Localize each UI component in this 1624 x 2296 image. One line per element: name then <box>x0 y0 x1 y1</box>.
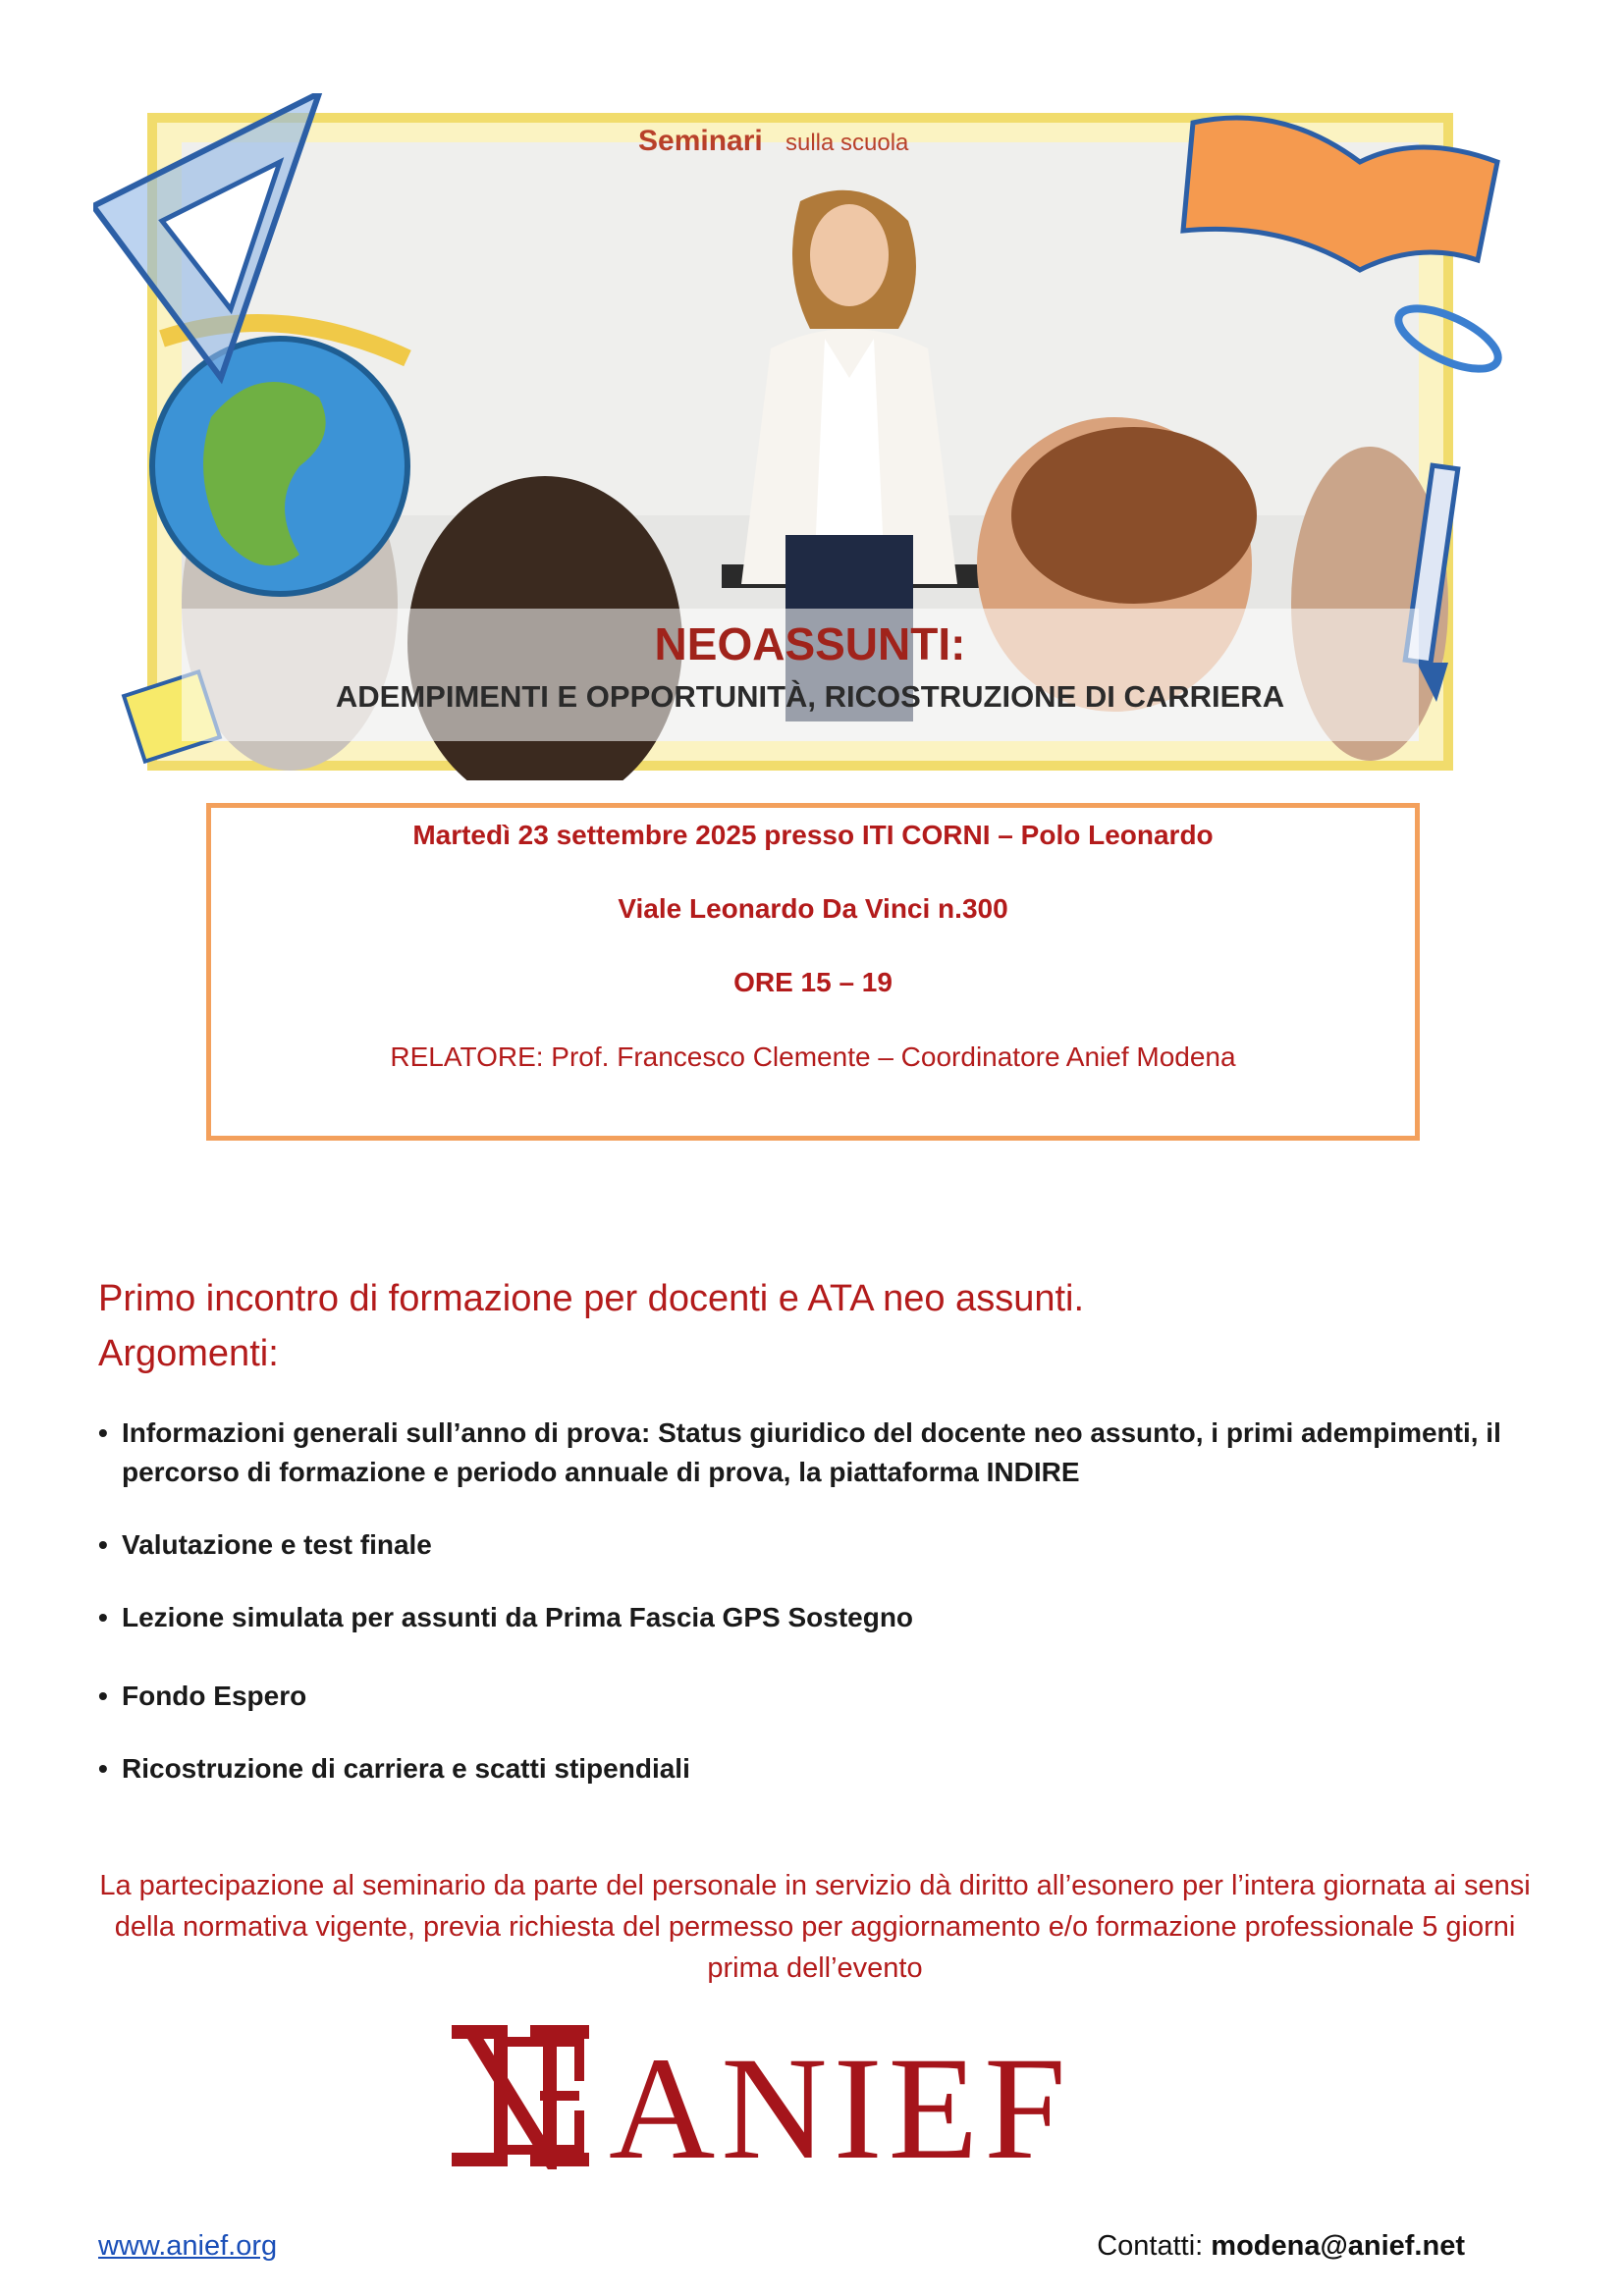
event-speaker: RELATORE: Prof. Francesco Clemente – Coordinatore Anief Modena <box>390 1041 1236 1072</box>
topic-item: • Lezione simulata per assunti da Prima Fascia GPS Sostegno <box>98 1598 1551 1637</box>
banner-headline: NEOASSUNTI: <box>654 618 966 669</box>
anief-logo <box>442 2022 1110 2169</box>
seminar-banner <box>93 93 1517 780</box>
banner-series-subtitle: sulla scuola <box>785 130 909 156</box>
contacts-label: Contatti: <box>1097 2230 1204 2262</box>
logo-wordmark: ANIEF <box>609 2027 1072 2169</box>
event-address: Viale Leonardo Da Vinci n.300 <box>618 893 1008 924</box>
event-date-place: Martedì 23 settembre 2025 presso ITI CORNI – Polo Leonardo <box>412 820 1214 850</box>
topics-list <box>98 1414 1551 1789</box>
topic-item: • Informazioni generali sull’anno di prova: Status giuridico del docente neo assunto, i primi adempimenti, il percorso di formazione e periodo annuale di prova, la piattaforma INDIRE <box>98 1414 1551 1492</box>
topic-item: • Ricostruzione di carriera e scatti stipendiali <box>98 1749 1551 1789</box>
contacts-email[interactable]: modena@anief.net <box>1211 2230 1465 2262</box>
event-hours: ORE 15 – 19 <box>733 967 893 997</box>
topic-item: • Fondo Espero <box>98 1677 1551 1716</box>
website-link[interactable]: www.anief.org <box>98 2230 278 2262</box>
topic-item: • Valutazione e test finale <box>98 1525 1551 1565</box>
intro-heading: Primo incontro di formazione per docenti e ATA neo assunti. <box>98 1278 1085 1319</box>
banner-subheadline: ADEMPIMENTI E OPPORTUNITÀ, RICOSTRUZIONE DI CARRIERA <box>335 679 1285 714</box>
contacts <box>1097 2230 1465 2263</box>
exemption-notice: La partecipazione al seminario da parte del personale in servizio dà diritto all’esonero per l’intera giornata ai sensi della normativa vigente, previa richiesta del permesso per aggiornamento e/o formazione professionale 5 giorni prima dell’evento <box>99 1870 1531 1984</box>
event-info-box <box>206 803 1420 1141</box>
topics-heading: Argomenti: <box>98 1333 279 1374</box>
banner-series-title: Seminari <box>638 125 763 157</box>
